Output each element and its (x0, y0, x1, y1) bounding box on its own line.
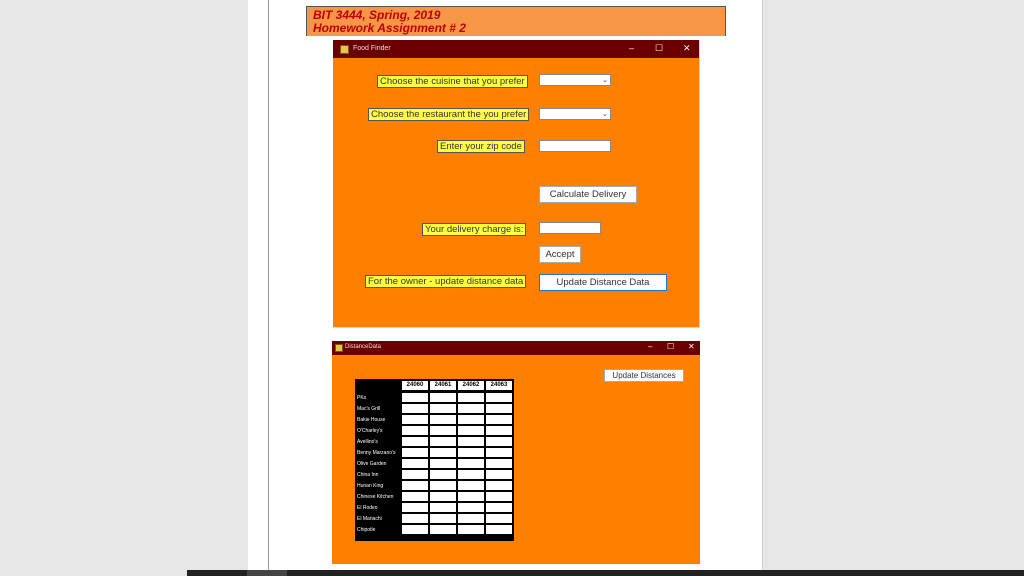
assignment-header (306, 6, 726, 36)
distance-cell[interactable] (402, 470, 428, 479)
distance-cell[interactable] (402, 415, 428, 424)
row-label: Mac's Grill (357, 406, 381, 412)
column-header: 24063 (486, 381, 512, 390)
app-icon (340, 45, 349, 54)
row-label: China Inn (357, 472, 379, 478)
page-edge-line (762, 0, 763, 576)
minimize-icon[interactable]: – (648, 342, 653, 351)
distance-cell[interactable] (486, 404, 512, 413)
distance-cell[interactable] (458, 448, 484, 457)
window-title: DistanceData (345, 344, 382, 350)
owner-label: For the owner - update distance data (365, 275, 526, 288)
update-distances-button[interactable]: Update Distances (604, 369, 684, 382)
app-icon (335, 344, 343, 352)
assignment-course: BIT 3444, Spring, 2019 (313, 8, 441, 22)
row-label: Chipotle (357, 527, 376, 533)
row-label: Benny Marzano's (357, 450, 396, 456)
distance-cell[interactable] (402, 426, 428, 435)
distance-cell[interactable] (430, 415, 456, 424)
distance-cell[interactable] (458, 514, 484, 523)
delivery-charge-label: Your delivery charge is: (422, 223, 526, 236)
distance-cell[interactable] (402, 448, 428, 457)
distance-cell[interactable] (402, 393, 428, 402)
distance-cell[interactable] (430, 459, 456, 468)
page-margin-line (268, 0, 269, 576)
row-label: Hunan King (357, 483, 384, 489)
cuisine-combobox[interactable] (539, 74, 611, 86)
distance-cell[interactable] (430, 393, 456, 402)
distance-cell[interactable] (430, 514, 456, 523)
restaurant-label: Choose the restaurant the you prefer (368, 108, 529, 121)
column-header: 24062 (458, 381, 484, 390)
chevron-down-icon: ⌄ (602, 111, 608, 118)
distance-cell[interactable] (458, 404, 484, 413)
maximize-icon[interactable]: ☐ (667, 342, 675, 351)
delivery-charge-output (539, 222, 601, 234)
calculate-delivery-button[interactable]: Calculate Delivery (539, 186, 637, 203)
distance-cell[interactable] (458, 415, 484, 424)
row-label: PKs (357, 395, 367, 401)
distance-cell[interactable] (458, 459, 484, 468)
row-label: El Mariachi (357, 516, 382, 522)
distance-cell[interactable] (486, 514, 512, 523)
close-icon[interactable]: ✕ (683, 43, 691, 53)
distance-cell[interactable] (458, 503, 484, 512)
close-icon[interactable]: ✕ (688, 342, 695, 351)
distance-cell[interactable] (486, 492, 512, 501)
distance-cell[interactable] (430, 481, 456, 490)
distance-cell[interactable] (486, 448, 512, 457)
distance-cell[interactable] (402, 514, 428, 523)
row-label: O'Charley's (357, 428, 383, 434)
distance-cell[interactable] (486, 503, 512, 512)
distance-cell[interactable] (458, 492, 484, 501)
row-label: El Rodeo (357, 505, 378, 511)
column-header: 24061 (430, 381, 456, 390)
zip-label: Enter your zip code (437, 140, 525, 153)
distance-cell[interactable] (430, 470, 456, 479)
distance-cell[interactable] (486, 415, 512, 424)
distance-cell[interactable] (430, 426, 456, 435)
food-finder-window (333, 40, 700, 328)
chevron-down-icon: ⌄ (602, 77, 608, 84)
distance-cell[interactable] (402, 525, 428, 534)
distance-cell[interactable] (486, 525, 512, 534)
distance-cell[interactable] (430, 492, 456, 501)
distance-cell[interactable] (458, 470, 484, 479)
distance-data-titlebar[interactable] (332, 341, 700, 355)
distance-cell[interactable] (430, 503, 456, 512)
taskbar (187, 570, 1024, 576)
distance-cell[interactable] (402, 404, 428, 413)
cuisine-label: Choose the cuisine that you prefer (377, 75, 528, 88)
maximize-icon[interactable]: ☐ (655, 43, 664, 53)
distance-cell[interactable] (486, 459, 512, 468)
assignment-title: Homework Assignment # 2 (313, 21, 466, 35)
distance-cell[interactable] (458, 525, 484, 534)
row-label: Avellino's (357, 439, 378, 445)
distance-cell[interactable] (458, 481, 484, 490)
distance-cell[interactable] (402, 492, 428, 501)
distance-cell[interactable] (402, 437, 428, 446)
distance-cell[interactable] (430, 525, 456, 534)
taskbar-item[interactable] (247, 570, 287, 576)
minimize-icon[interactable]: – (629, 43, 635, 53)
food-finder-titlebar[interactable] (333, 40, 699, 58)
row-label: Olive Garden (357, 461, 387, 467)
distance-cell[interactable] (486, 437, 512, 446)
column-header: 24060 (402, 381, 428, 390)
distance-cell[interactable] (486, 426, 512, 435)
accept-button[interactable]: Accept (539, 246, 581, 263)
row-label: Bakie House (357, 417, 386, 423)
distance-cell[interactable] (458, 426, 484, 435)
distance-cell[interactable] (402, 503, 428, 512)
window-title: Food Finder (353, 45, 391, 52)
distance-cell[interactable] (402, 481, 428, 490)
update-distance-data-button[interactable]: Update Distance Data (539, 274, 667, 291)
distance-cell[interactable] (402, 459, 428, 468)
distance-cell[interactable] (430, 448, 456, 457)
distance-cell[interactable] (486, 393, 512, 402)
distance-cell[interactable] (458, 437, 484, 446)
zip-input[interactable] (539, 140, 611, 152)
distance-cell[interactable] (486, 470, 512, 479)
row-label: Chinese Kitchen (357, 494, 394, 500)
distance-cell[interactable] (430, 404, 456, 413)
distance-cell[interactable] (458, 393, 484, 402)
distance-grid (355, 379, 514, 541)
restaurant-combobox[interactable] (539, 108, 611, 120)
distance-cell[interactable] (430, 437, 456, 446)
distance-cell[interactable] (486, 481, 512, 490)
